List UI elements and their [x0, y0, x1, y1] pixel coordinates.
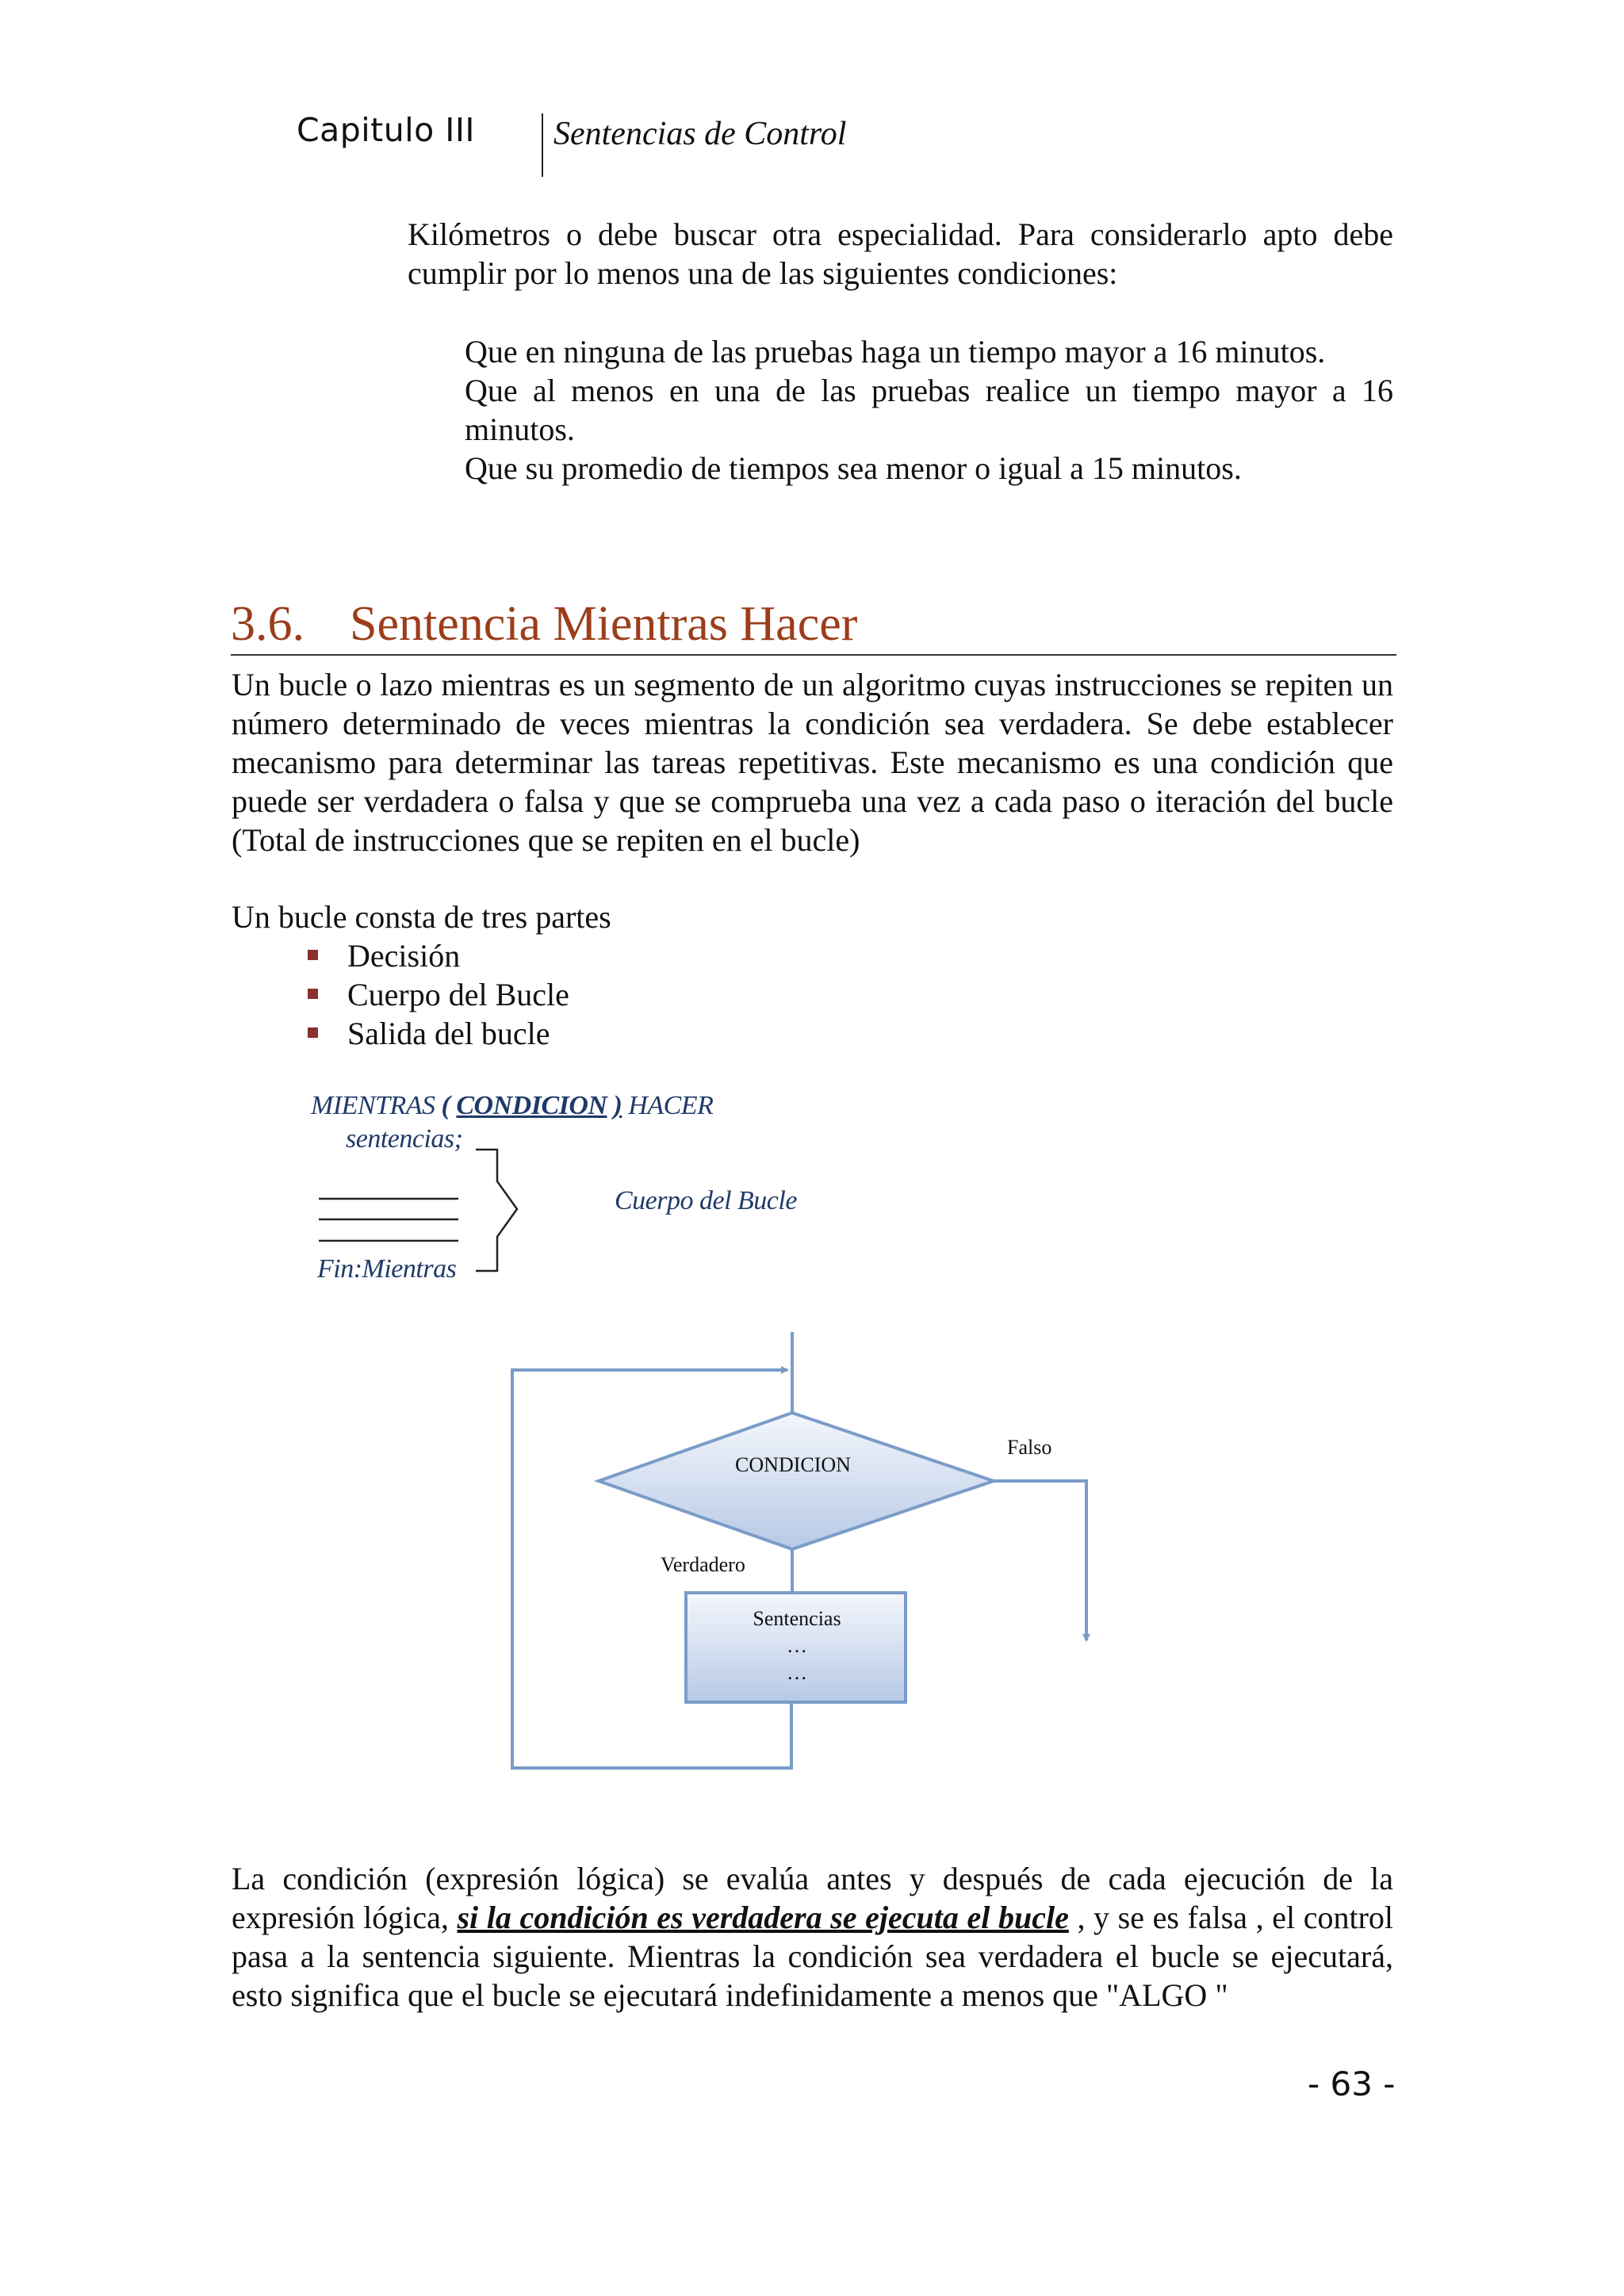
- condition-diamond: [599, 1413, 994, 1549]
- keyword-hacer: HACER: [628, 1091, 714, 1120]
- paren-open: (: [441, 1091, 450, 1120]
- statements-text: Sentencias: [753, 1607, 841, 1630]
- parts-intro: Un bucle consta de tres partes: [232, 899, 611, 935]
- flow-condition-label: CONDICION: [735, 1453, 851, 1476]
- condition-item: Que al menos en una de las pruebas realice un tiempo mayor a 16 minutos.: [465, 373, 1393, 447]
- flow-statements-label: [686, 1605, 908, 1686]
- pseudocode-statements: sentencias;: [346, 1124, 463, 1154]
- chapter-subtitle: Sentencias de Control: [553, 116, 847, 152]
- page-number: - 63 -: [1308, 2064, 1396, 2103]
- pseudocode-body-label: Cuerpo del Bucle: [615, 1186, 797, 1215]
- paren-close: ): [613, 1091, 622, 1120]
- condition-item: Que su promedio de tiempos sea menor o igual a 15 minutos.: [465, 450, 1242, 486]
- final-text-before: La condición (expresión lógica) se evalúa antes y después de cada ejecución de la expresión lógica,: [232, 1861, 1393, 1935]
- chapter-label: Capitulo III: [297, 111, 476, 149]
- keyword-condicion: CONDICION: [456, 1091, 607, 1120]
- section-number: 3.6.: [231, 597, 304, 651]
- final-paragraph: [232, 1859, 1393, 2015]
- list-item-text: Decisión: [347, 938, 461, 974]
- body-brace: [476, 1150, 517, 1271]
- keyword-mientras: MIENTRAS: [311, 1091, 435, 1120]
- ellipsis-line: …: [787, 1634, 807, 1657]
- false-arrow: [994, 1481, 1086, 1640]
- definition-paragraph: Un bucle o lazo mientras es un segmento de un algoritmo cuyas instrucciones se repiten un número determinado de veces mientras la condición sea verdadera. Se debe establecer mecanismo para determinar las tareas repetitivas. Este mecanismo es una condición que puede ser verdadera o falsa y que se comprueba una vez a cada paso o iteración del bucle (Total de instrucciones que se repiten en el bucle): [232, 667, 1393, 858]
- intro-paragraph: Kilómetros o debe buscar otra especialidad. Para considerarlo apto debe cumplir por lo menos una de las siguientes condiciones:: [408, 216, 1393, 291]
- flow-true-label: Verdadero: [661, 1553, 745, 1576]
- condition-item: Que en ninguna de las pruebas haga un tiempo mayor a 16 minutos.: [465, 334, 1326, 369]
- section-title: Sentencia Mientras Hacer: [350, 597, 858, 651]
- pseudocode-end: Fin:Mientras: [317, 1254, 457, 1284]
- list-item-text: Salida del bucle: [347, 1016, 550, 1051]
- final-text-emphasis: si la condición es verdadera se ejecuta el bucle: [457, 1900, 1069, 1935]
- list-item-text: Cuerpo del Bucle: [347, 977, 569, 1012]
- final-text-after: , y se es falsa , el control pasa a la sentencia siguiente. Mientras la condición sea verdadera el bucle se ejecutará, esto significa que el bucle se ejecutará indefinidamente a menos que "ALGO ": [232, 1900, 1394, 2013]
- ellipsis-line: …: [787, 1661, 807, 1684]
- flow-false-label: Falso: [1007, 1436, 1052, 1459]
